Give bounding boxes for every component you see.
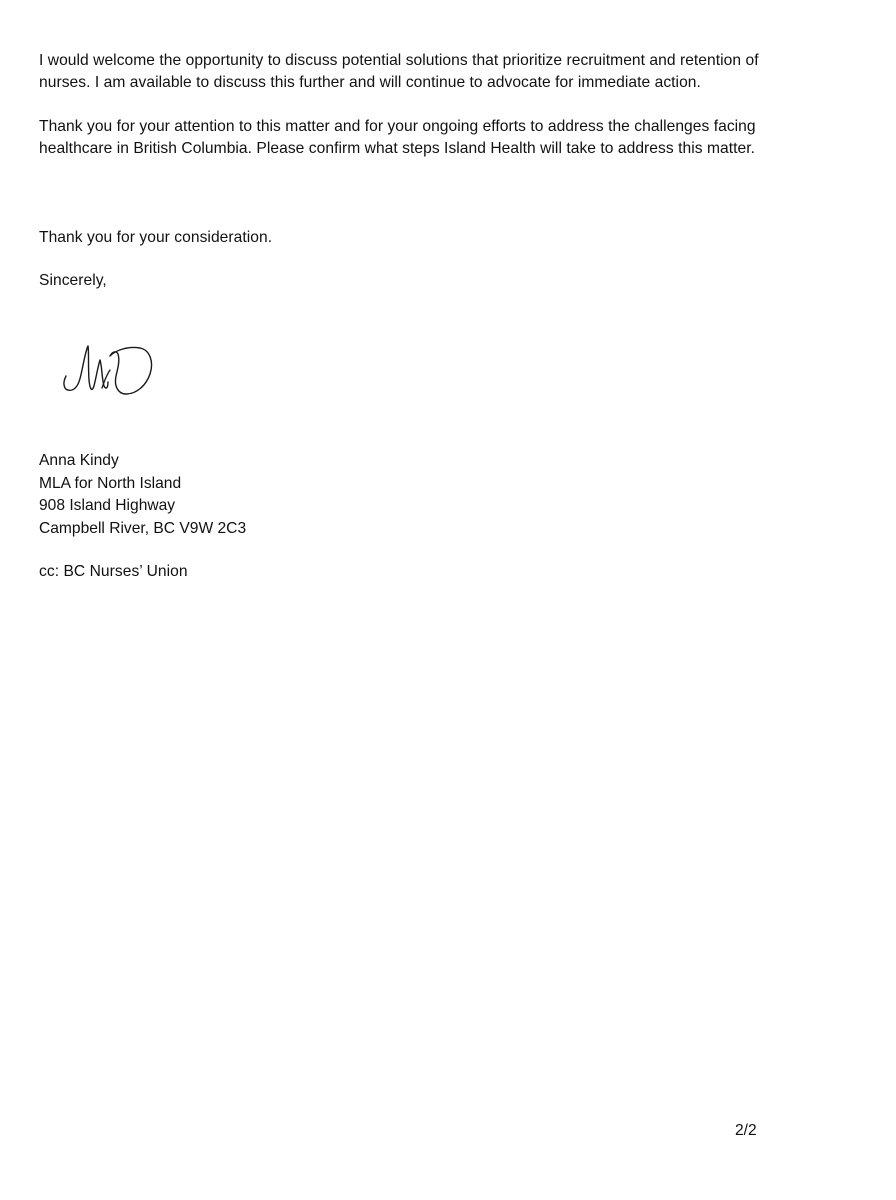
cc-line: cc: BC Nurses’ Union bbox=[39, 563, 188, 580]
sender-name: Anna Kindy bbox=[39, 452, 119, 469]
signature-stroke bbox=[64, 346, 108, 390]
closing-line: Thank you for your consideration. bbox=[39, 229, 273, 246]
paragraph-line: nurses. I am available to discuss this further and will continue to advocate for immediate action. bbox=[39, 74, 701, 91]
signoff: Sincerely, bbox=[39, 272, 107, 289]
sender-address-line-2: Campbell River, BC V9W 2C3 bbox=[39, 519, 247, 537]
paragraph-line: I would welcome the opportunity to discuss potential solutions that prioritize recruitment and retention of bbox=[39, 52, 759, 69]
paragraph-discussion bbox=[39, 50, 854, 94]
sender-block bbox=[39, 450, 246, 540]
page-number: 2/2 bbox=[735, 1122, 757, 1139]
paragraph-line: Thank you for your attention to this matter and for your ongoing efforts to address the challenges facing bbox=[39, 118, 756, 135]
paragraph-thanks bbox=[39, 116, 854, 160]
sender-address-line-1: 908 Island Highway bbox=[39, 497, 176, 515]
sender-title: MLA for North Island bbox=[39, 474, 182, 492]
handwritten-signature bbox=[58, 336, 168, 406]
paragraph-line: healthcare in British Columbia. Please confirm what steps Island Health will take to address this matter. bbox=[39, 140, 755, 157]
signature-stroke bbox=[110, 347, 152, 394]
signature-drawing bbox=[58, 336, 168, 406]
